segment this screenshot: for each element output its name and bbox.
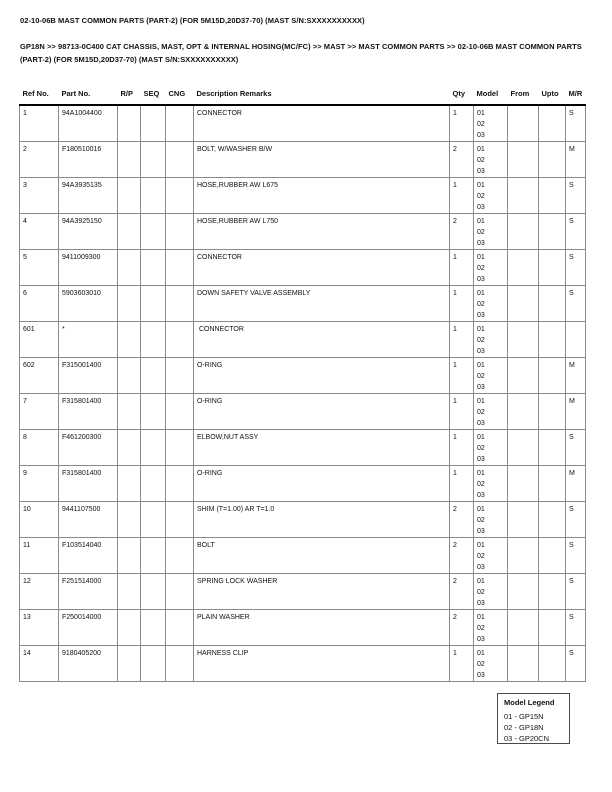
col-header-seq: SEQ — [141, 82, 166, 105]
ref-no-cell: 9 — [20, 466, 59, 502]
ref-no-cell: 8 — [20, 430, 59, 466]
parts-table-body — [20, 105, 586, 682]
model-code: 03 — [477, 168, 485, 175]
ref-no-cell: 6 — [20, 286, 59, 322]
model-legend-title: Model Legend — [504, 698, 555, 707]
col-header-mr: M/R — [566, 82, 586, 105]
model-legend-item: 03 - GP20CN — [504, 734, 550, 743]
ref-no-cell: 1 — [20, 105, 59, 142]
seq-cell — [141, 430, 166, 466]
table-row — [20, 322, 586, 358]
part-no-cell: F315001400 — [59, 358, 118, 394]
rp-cell — [118, 286, 141, 322]
description-cell: O-RING — [194, 394, 450, 430]
description-cell: ELBOW,NUT ASSY — [194, 430, 450, 466]
model-cell — [474, 574, 508, 610]
upto-cell — [539, 322, 566, 358]
rp-cell — [118, 178, 141, 214]
model-code: 01 — [477, 110, 485, 117]
ref-no-cell: 14 — [20, 646, 59, 682]
page-title: 02-10-06B MAST COMMON PARTS (PART-2) (FOR 5M15D,20D37-70) (MAST S/N:SXXXXXXXXXX) — [20, 16, 365, 25]
model-cell — [474, 214, 508, 250]
description-cell: DOWN SAFETY VALVE ASSEMBLY — [194, 286, 450, 322]
model-cell — [474, 105, 508, 142]
header-row — [20, 82, 586, 105]
part-no-cell: F180510016 — [59, 142, 118, 178]
cng-cell — [166, 430, 194, 466]
rp-cell — [118, 358, 141, 394]
model-cell — [474, 286, 508, 322]
rp-cell — [118, 142, 141, 178]
model-code: 01 — [477, 146, 485, 153]
seq-cell — [141, 610, 166, 646]
mr-cell: M — [566, 394, 586, 430]
model-cell — [474, 142, 508, 178]
part-no-cell: F251514000 — [59, 574, 118, 610]
cng-cell — [166, 502, 194, 538]
description-cell: O-RING — [194, 358, 450, 394]
model-code: 02 — [477, 589, 485, 596]
upto-cell — [539, 142, 566, 178]
ref-no-cell: 601 — [20, 322, 59, 358]
qty-cell: 1 — [450, 105, 474, 142]
cng-cell — [166, 358, 194, 394]
upto-cell — [539, 502, 566, 538]
part-no-cell: * — [59, 322, 118, 358]
cng-cell — [166, 466, 194, 502]
from-cell — [508, 430, 539, 466]
description-cell: BOLT — [194, 538, 450, 574]
seq-cell — [141, 214, 166, 250]
upto-cell — [539, 178, 566, 214]
rp-cell — [118, 430, 141, 466]
model-code: 02 — [477, 301, 485, 308]
from-cell — [508, 250, 539, 286]
from-cell — [508, 214, 539, 250]
table-row — [20, 502, 586, 538]
cng-cell — [166, 394, 194, 430]
model-code: 03 — [477, 420, 485, 427]
description-cell: HOSE,RUBBER AW L675 — [194, 178, 450, 214]
model-code: 03 — [477, 348, 485, 355]
mr-cell: S — [566, 574, 586, 610]
description-cell: HARNESS CLIP — [194, 646, 450, 682]
ref-no-cell: 4 — [20, 214, 59, 250]
table-row — [20, 178, 586, 214]
model-code: 02 — [477, 553, 485, 560]
part-no-cell: F250014000 — [59, 610, 118, 646]
model-code: 01 — [477, 578, 485, 585]
model-code: 03 — [477, 564, 485, 571]
cng-cell — [166, 250, 194, 286]
model-legend — [497, 693, 570, 744]
from-cell — [508, 610, 539, 646]
rp-cell — [118, 574, 141, 610]
ref-no-cell: 602 — [20, 358, 59, 394]
mr-cell: M — [566, 466, 586, 502]
upto-cell — [539, 538, 566, 574]
mr-cell: S — [566, 178, 586, 214]
model-code: 01 — [477, 650, 485, 657]
from-cell — [508, 466, 539, 502]
description-cell: SPRING LOCK WASHER — [194, 574, 450, 610]
from-cell — [508, 105, 539, 142]
description-cell: CONNECTOR — [194, 250, 450, 286]
parts-table — [19, 82, 586, 682]
cng-cell — [166, 538, 194, 574]
upto-cell — [539, 358, 566, 394]
model-cell — [474, 466, 508, 502]
part-no-cell: F103514040 — [59, 538, 118, 574]
cng-cell — [166, 574, 194, 610]
model-legend-item: 02 - GP18N — [504, 723, 544, 732]
col-header-ref-no: Ref No. — [20, 82, 59, 105]
qty-cell: 1 — [450, 466, 474, 502]
model-code: 03 — [477, 132, 485, 139]
upto-cell — [539, 646, 566, 682]
seq-cell — [141, 322, 166, 358]
upto-cell — [539, 430, 566, 466]
model-code: 01 — [477, 326, 485, 333]
qty-cell: 2 — [450, 574, 474, 610]
mr-cell: S — [566, 214, 586, 250]
from-cell — [508, 646, 539, 682]
from-cell — [508, 142, 539, 178]
model-code: 03 — [477, 528, 485, 535]
parts-table-header — [20, 82, 586, 105]
cng-cell — [166, 286, 194, 322]
from-cell — [508, 502, 539, 538]
model-code: 02 — [477, 661, 485, 668]
upto-cell — [539, 574, 566, 610]
part-no-cell: 94A1004400 — [59, 105, 118, 142]
part-no-cell: 9180405200 — [59, 646, 118, 682]
model-cell — [474, 646, 508, 682]
model-code: 01 — [477, 218, 485, 225]
part-no-cell: F461200300 — [59, 430, 118, 466]
upto-cell — [539, 610, 566, 646]
description-cell: CONNECTOR — [194, 105, 450, 142]
col-header-part-no: Part No. — [59, 82, 118, 105]
qty-cell: 2 — [450, 142, 474, 178]
description-cell: PLAIN WASHER — [194, 610, 450, 646]
model-cell — [474, 430, 508, 466]
part-no-cell: 9441107500 — [59, 502, 118, 538]
qty-cell: 1 — [450, 358, 474, 394]
model-code: 03 — [477, 240, 485, 247]
col-header-upto: Upto — [539, 82, 566, 105]
mr-cell: S — [566, 646, 586, 682]
from-cell — [508, 538, 539, 574]
from-cell — [508, 574, 539, 610]
description-cell: BOLT, W/WASHER B/W — [194, 142, 450, 178]
model-code: 03 — [477, 204, 485, 211]
qty-cell: 1 — [450, 322, 474, 358]
table-row — [20, 358, 586, 394]
mr-cell: S — [566, 250, 586, 286]
table-row — [20, 574, 586, 610]
part-no-cell: 94A3925150 — [59, 214, 118, 250]
mr-cell: S — [566, 430, 586, 466]
model-code: 01 — [477, 614, 485, 621]
model-cell — [474, 322, 508, 358]
model-cell — [474, 250, 508, 286]
table-row — [20, 250, 586, 286]
from-cell — [508, 322, 539, 358]
ref-no-cell: 2 — [20, 142, 59, 178]
part-no-cell: 94A3935135 — [59, 178, 118, 214]
mr-cell: S — [566, 502, 586, 538]
rp-cell — [118, 538, 141, 574]
model-cell — [474, 502, 508, 538]
rp-cell — [118, 394, 141, 430]
ref-no-cell: 12 — [20, 574, 59, 610]
model-code: 01 — [477, 290, 485, 297]
model-code: 02 — [477, 445, 485, 452]
model-cell — [474, 358, 508, 394]
qty-cell: 1 — [450, 250, 474, 286]
qty-cell: 1 — [450, 178, 474, 214]
qty-cell: 2 — [450, 538, 474, 574]
model-code: 03 — [477, 456, 485, 463]
seq-cell — [141, 142, 166, 178]
ref-no-cell: 13 — [20, 610, 59, 646]
mr-cell: S — [566, 610, 586, 646]
cng-cell — [166, 214, 194, 250]
rp-cell — [118, 502, 141, 538]
model-code: 03 — [477, 672, 485, 679]
model-code: 02 — [477, 193, 485, 200]
table-row — [20, 286, 586, 322]
mr-cell: S — [566, 538, 586, 574]
model-code: 02 — [477, 157, 485, 164]
mr-cell: M — [566, 358, 586, 394]
ref-no-cell: 11 — [20, 538, 59, 574]
rp-cell — [118, 610, 141, 646]
model-code: 02 — [477, 229, 485, 236]
upto-cell — [539, 214, 566, 250]
model-code: 01 — [477, 182, 485, 189]
col-header-qty: Qty — [450, 82, 474, 105]
table-row — [20, 105, 586, 142]
model-code: 01 — [477, 542, 485, 549]
cng-cell — [166, 610, 194, 646]
model-code: 02 — [477, 337, 485, 344]
qty-cell: 2 — [450, 610, 474, 646]
part-no-cell: F315801400 — [59, 466, 118, 502]
from-cell — [508, 178, 539, 214]
model-code: 03 — [477, 384, 485, 391]
cng-cell — [166, 178, 194, 214]
model-cell — [474, 394, 508, 430]
upto-cell — [539, 250, 566, 286]
ref-no-cell: 10 — [20, 502, 59, 538]
col-header-model: Model — [474, 82, 508, 105]
model-cell — [474, 178, 508, 214]
col-header-cng: CNG — [166, 82, 194, 105]
upto-cell — [539, 394, 566, 430]
rp-cell — [118, 250, 141, 286]
seq-cell — [141, 250, 166, 286]
description-cell: CONNECTOR — [194, 322, 450, 358]
ref-no-cell: 7 — [20, 394, 59, 430]
seq-cell — [141, 286, 166, 322]
rp-cell — [118, 646, 141, 682]
mr-cell: S — [566, 286, 586, 322]
qty-cell: 1 — [450, 286, 474, 322]
seq-cell — [141, 538, 166, 574]
model-code: 01 — [477, 362, 485, 369]
model-legend-item: 01 - GP15N — [504, 712, 544, 721]
table-row — [20, 646, 586, 682]
model-code: 02 — [477, 121, 485, 128]
seq-cell — [141, 646, 166, 682]
upto-cell — [539, 286, 566, 322]
col-header-rp: R/P — [118, 82, 141, 105]
model-code: 01 — [477, 254, 485, 261]
model-code: 02 — [477, 409, 485, 416]
model-cell — [474, 538, 508, 574]
seq-cell — [141, 178, 166, 214]
rp-cell — [118, 466, 141, 502]
seq-cell — [141, 502, 166, 538]
from-cell — [508, 394, 539, 430]
model-code: 02 — [477, 265, 485, 272]
qty-cell: 1 — [450, 430, 474, 466]
seq-cell — [141, 574, 166, 610]
upto-cell — [539, 466, 566, 502]
model-code: 03 — [477, 312, 485, 319]
model-cell — [474, 610, 508, 646]
model-code: 02 — [477, 481, 485, 488]
seq-cell — [141, 105, 166, 142]
part-no-cell: 9411009300 — [59, 250, 118, 286]
model-code: 01 — [477, 434, 485, 441]
model-code: 03 — [477, 276, 485, 283]
ref-no-cell: 5 — [20, 250, 59, 286]
part-no-cell: 5903603010 — [59, 286, 118, 322]
seq-cell — [141, 466, 166, 502]
mr-cell: S — [566, 105, 586, 142]
col-header-description-remarks: Description Remarks — [194, 82, 450, 105]
model-code: 01 — [477, 506, 485, 513]
qty-cell: 1 — [450, 646, 474, 682]
qty-cell: 1 — [450, 394, 474, 430]
table-row — [20, 466, 586, 502]
from-cell — [508, 358, 539, 394]
model-code: 03 — [477, 492, 485, 499]
cng-cell — [166, 322, 194, 358]
rp-cell — [118, 322, 141, 358]
model-code: 03 — [477, 636, 485, 643]
model-code: 03 — [477, 600, 485, 607]
table-row — [20, 394, 586, 430]
table-row — [20, 214, 586, 250]
description-cell: SHIM (T=1.00) AR T=1.0 — [194, 502, 450, 538]
ref-no-cell: 3 — [20, 178, 59, 214]
seq-cell — [141, 394, 166, 430]
table-row — [20, 538, 586, 574]
qty-cell: 2 — [450, 214, 474, 250]
model-code: 02 — [477, 625, 485, 632]
upto-cell — [539, 105, 566, 142]
rp-cell — [118, 214, 141, 250]
description-cell: HOSE,RUBBER AW L750 — [194, 214, 450, 250]
part-no-cell: F315801400 — [59, 394, 118, 430]
from-cell — [508, 286, 539, 322]
cng-cell — [166, 142, 194, 178]
qty-cell: 2 — [450, 502, 474, 538]
table-row — [20, 610, 586, 646]
table-row — [20, 430, 586, 466]
cng-cell — [166, 646, 194, 682]
table-row — [20, 142, 586, 178]
model-code: 01 — [477, 398, 485, 405]
mr-cell: M — [566, 142, 586, 178]
model-code: 01 — [477, 470, 485, 477]
seq-cell — [141, 358, 166, 394]
mr-cell — [566, 322, 586, 358]
cng-cell — [166, 105, 194, 142]
breadcrumb: GP18N >> 98713-0C400 CAT CHASSIS, MAST, OPT & INTERNAL HOSING(MC/FC) >> MAST >> MAST COMMON PARTS >> 02-10-06B MAST COMMON PARTS (PART-2) (FOR 5M15D,20D37-70) (MAST S/N:SXXXXXXXXXX) — [20, 42, 582, 64]
model-code: 02 — [477, 373, 485, 380]
description-cell: O-RING — [194, 466, 450, 502]
col-header-from: From — [508, 82, 539, 105]
rp-cell — [118, 105, 141, 142]
model-code: 02 — [477, 517, 485, 524]
